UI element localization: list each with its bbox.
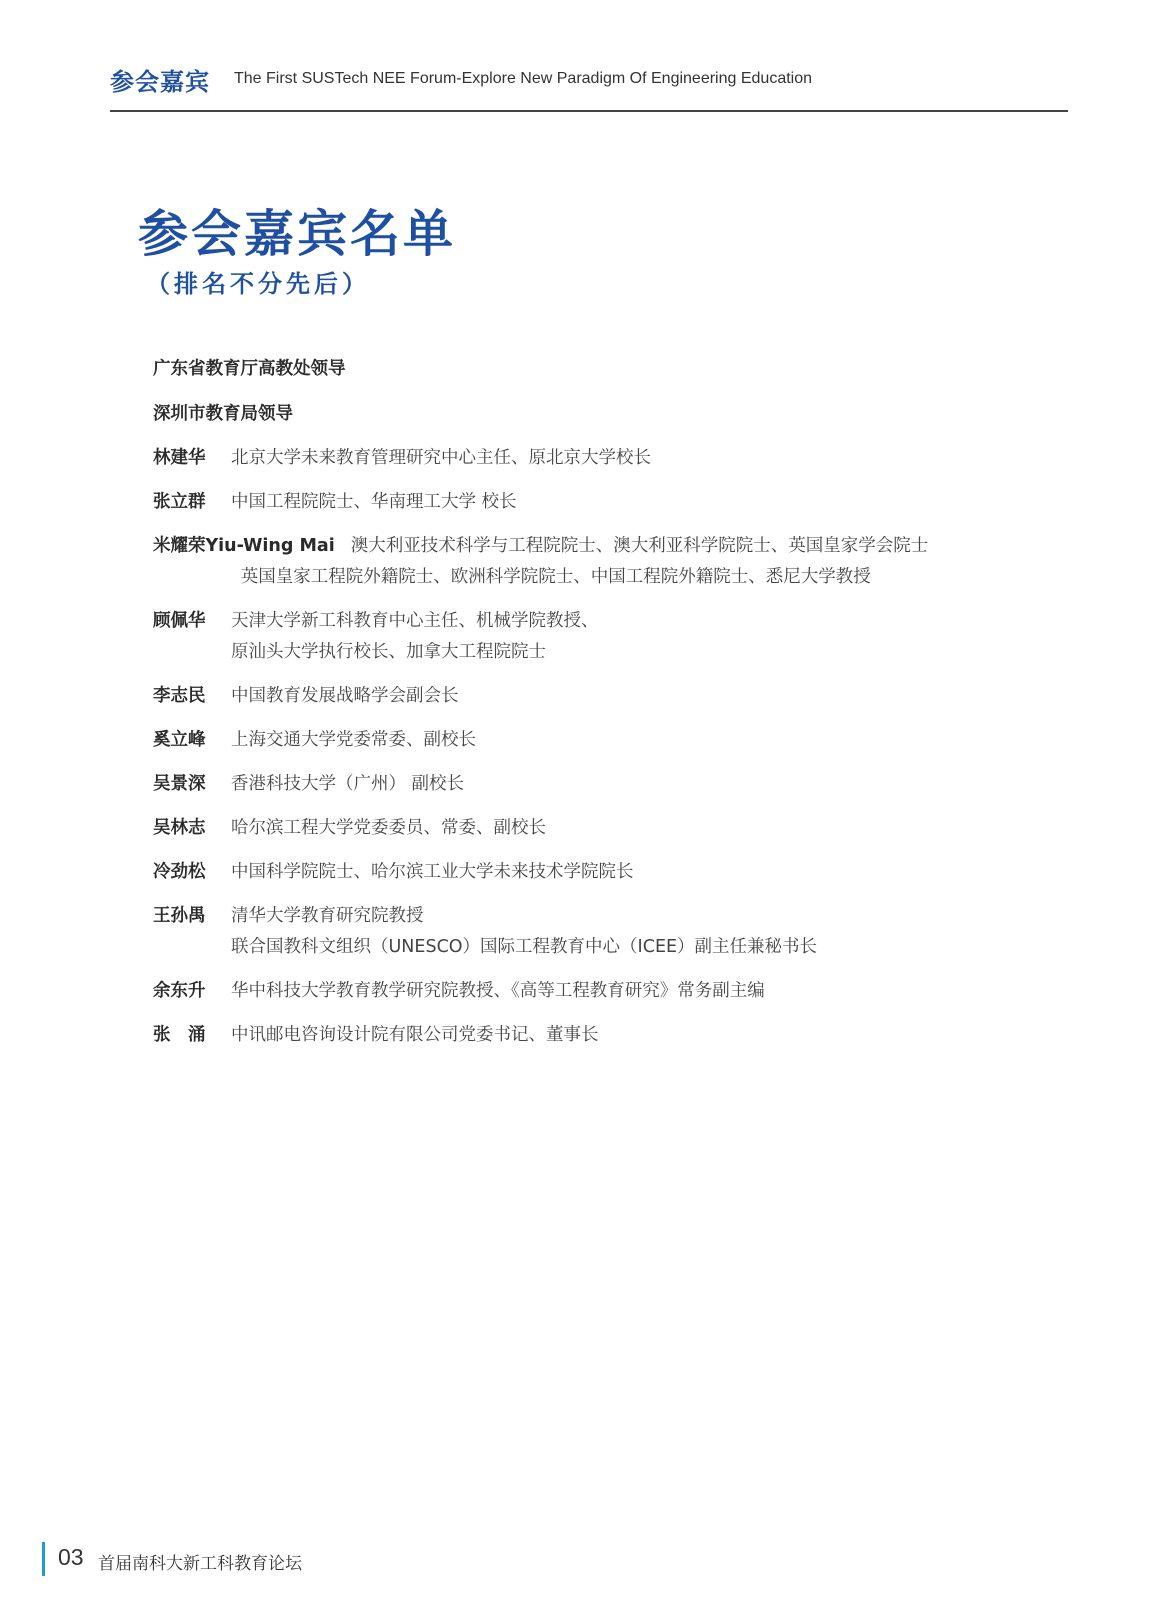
guest-title-line: 上海交通大学党委常委、副校长 [231, 730, 476, 750]
leader-line: 广东省教育厅高教处领导 [153, 359, 346, 379]
guest-title-line: 天津大学新工科教育中心主任、机械学院教授、 [231, 611, 599, 631]
guest-name: 冷劲松 [153, 862, 206, 882]
page-subtitle: （排名不分先后） [146, 270, 370, 298]
guest-name: 吴林志 [153, 818, 206, 838]
guest-title [231, 813, 546, 844]
guest-name: 顾佩华 [153, 611, 206, 631]
guest-title-line: 中讯邮电咨询设计院有限公司党委书记、董事长 [231, 1025, 599, 1045]
guest-title-line: 哈尔滨工程大学党委委员、常委、副校长 [231, 818, 546, 838]
guest-name: 奚立峰 [153, 730, 206, 750]
guest-row [153, 487, 1053, 518]
guest-row [153, 725, 1053, 756]
guest-name: 吴景深 [153, 774, 206, 794]
guest-title [231, 901, 817, 963]
guest-row [153, 443, 1053, 474]
guest-title [231, 681, 459, 712]
guest-title [231, 443, 651, 474]
guest-name: 王孙禺 [153, 906, 206, 926]
guest-row [153, 857, 1053, 888]
page-number: 03 [58, 1544, 84, 1570]
header-forum-name: The First SUSTech NEE Forum-Explore New Paradigm Of Engineering Education [234, 70, 813, 87]
guest-title-line: 香港科技大学（广州） 副校长 [231, 774, 465, 794]
guest-title-line: 北京大学未来教育管理研究中心主任、原北京大学校长 [231, 448, 651, 468]
guest-title-line: 联合国教科文组织（UNESCO）国际工程教育中心（ICEE）副主任兼秘书长 [231, 937, 818, 957]
guest-title-line: 澳大利亚技术科学与工程院院士、澳大利亚科学院院士、英国皇家学会院士 [350, 536, 929, 556]
guest-title-line: 华中科技大学教育教学研究院教授、《高等工程教育研究》常务副主编 [231, 981, 765, 1001]
guest-row [153, 606, 1053, 668]
guest-row [153, 681, 1053, 712]
guest-title [231, 606, 599, 668]
guest-title [231, 769, 464, 800]
guest-name: 张 涌 [153, 1025, 206, 1045]
guest-title [231, 725, 476, 756]
guest-name: 林建华 [153, 448, 206, 468]
guest-title [231, 1020, 599, 1051]
page-header [110, 62, 1068, 112]
guest-title-line: 英国皇家工程院外籍院士、欧洲科学院院士、中国工程院外籍院士、悉尼大学教授 [240, 567, 871, 587]
guest-title [231, 487, 517, 518]
page-title: 参会嘉宾名单 [138, 205, 456, 263]
guest-title-line: 中国科学院院士、哈尔滨工业大学未来技术学院院长 [231, 862, 634, 882]
guest-row [153, 769, 1053, 800]
guest-name: 张立群 [153, 492, 206, 512]
header-section-title: 参会嘉宾 [110, 68, 210, 96]
header-divider [110, 110, 1068, 112]
guest-name: 米耀荣Yiu-Wing Mai [153, 536, 335, 556]
guest-row [153, 901, 1053, 963]
leader-line: 深圳市教育局领导 [153, 404, 293, 424]
guest-title-line: 原汕头大学执行校长、加拿大工程院院士 [231, 642, 546, 662]
guest-title [231, 976, 765, 1007]
footer-accent-bar [42, 1542, 45, 1576]
footer-title: 首届南科大新工科教育论坛 [98, 1554, 302, 1574]
guest-row [153, 813, 1053, 844]
guest-title [231, 857, 634, 888]
guest-row [153, 531, 1053, 593]
guest-row [153, 976, 1053, 1007]
guest-title-line: 中国工程院院士、华南理工大学 校长 [231, 492, 517, 512]
guest-title-line: 清华大学教育研究院教授 [231, 906, 424, 926]
guest-list [153, 353, 1053, 1064]
guest-row [153, 1020, 1053, 1051]
guest-name: 余东升 [153, 981, 206, 1001]
guest-name: 李志民 [153, 686, 206, 706]
guest-title-line: 中国教育发展战略学会副会长 [231, 686, 459, 706]
